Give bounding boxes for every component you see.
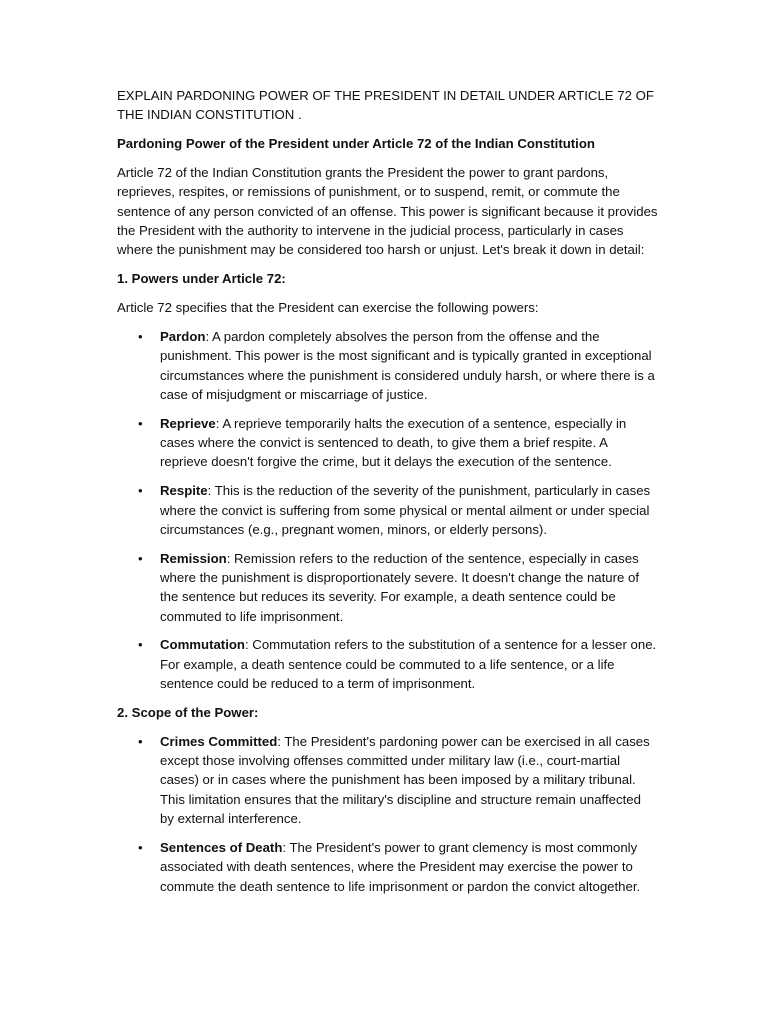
document-title: Pardoning Power of the President under Article 72 of the Indian Constitution — [117, 136, 595, 152]
bullet-icon: • — [138, 415, 143, 431]
term-description: : A pardon completely absolves the person from the offense and the punishment. This power is the most significant and is typically granted in exceptional circumstances where the punishment is considered unduly harsh, or where there is a case of misjudgment or miscarriage of justice. — [160, 328, 655, 402]
powers-list — [117, 327, 658, 693]
bullet-icon: • — [138, 550, 143, 566]
section-2-heading: 2. Scope of the Power: — [117, 704, 259, 720]
term-label: Respite — [160, 483, 208, 499]
intro-paragraph: Article 72 of the Indian Constitution grants the President the power to grant pardons, reprieves, respites, or remissions of punishment, or to suspend, remit, or commute the sentence of any person convicted of an offense. This power is significant because it provides the President with the authority to intervene in the judicial process, particularly in cases where the punishment may be considered too harsh or unjust. Let's break it down in detail: — [117, 165, 658, 258]
list-item-commutation — [117, 635, 658, 693]
term-label: Reprieve — [160, 415, 216, 431]
question-text: EXPLAIN PARDONING POWER OF THE PRESIDENT IN DETAIL UNDER ARTICLE 72 OF THE INDIAN CONSTITUTION . — [117, 88, 654, 123]
term-label: Pardon — [160, 328, 206, 344]
term-label: Sentences of Death — [160, 839, 283, 855]
list-item-remission — [117, 549, 658, 626]
bullet-icon: • — [138, 637, 143, 653]
bullet-icon: • — [138, 839, 143, 855]
term-label: Commutation — [160, 637, 245, 653]
list-item-respite — [117, 481, 658, 539]
term-description: : A reprieve temporarily halts the execution of a sentence, especially in cases where the convict is sentenced to death, to give them a brief respite. A reprieve doesn't forgive the crime, but it delays the execution of the sentence. — [160, 415, 627, 470]
list-item-pardon — [117, 327, 658, 404]
scope-list — [117, 732, 658, 896]
term-description: : Commutation refers to the substitution of a sentence for a lesser one. For example, a death sentence could be commuted to a life sentence, or a life sentence could be reduced to a term of imprisonment. — [160, 637, 657, 692]
term-label: Crimes Committed — [160, 733, 278, 749]
term-label: Remission — [160, 550, 227, 566]
bullet-icon: • — [138, 328, 143, 344]
term-description: : The President's pardoning power can be exercised in all cases except those involving offenses committed under military law (i.e., court-martial cases) or in cases where the punishment has been imposed by a military tribunal. This limitation ensures that the military's discipline and structure remain unaffected by external interference. — [160, 733, 650, 827]
section-1-lead: Article 72 specifies that the President can exercise the following powers: — [117, 300, 539, 316]
term-description: : The President's power to grant clemency is most commonly associated with death sentences, where the President may exercise the power to commute the death sentence to life imprisonment or pardon the convict altogether. — [160, 839, 641, 894]
list-item-sentences-of-death — [117, 838, 658, 896]
bullet-icon: • — [138, 733, 143, 749]
list-item-crimes-committed — [117, 732, 658, 828]
term-description: : This is the reduction of the severity of the punishment, particularly in cases where the convict is suffering from some physical or mental ailment or under special circumstances (e.g., pregnant women, minors, or elderly persons). — [160, 483, 651, 537]
section-1-heading: 1. Powers under Article 72: — [117, 271, 286, 287]
term-description: : Remission refers to the reduction of the sentence, especially in cases where the punishment is disproportionately severe. It doesn't change the nature of the sentence but reduces its severity. For example, a death sentence could be commuted to life imprisonment. — [160, 550, 640, 624]
list-item-reprieve — [117, 414, 658, 472]
bullet-icon: • — [138, 483, 143, 499]
